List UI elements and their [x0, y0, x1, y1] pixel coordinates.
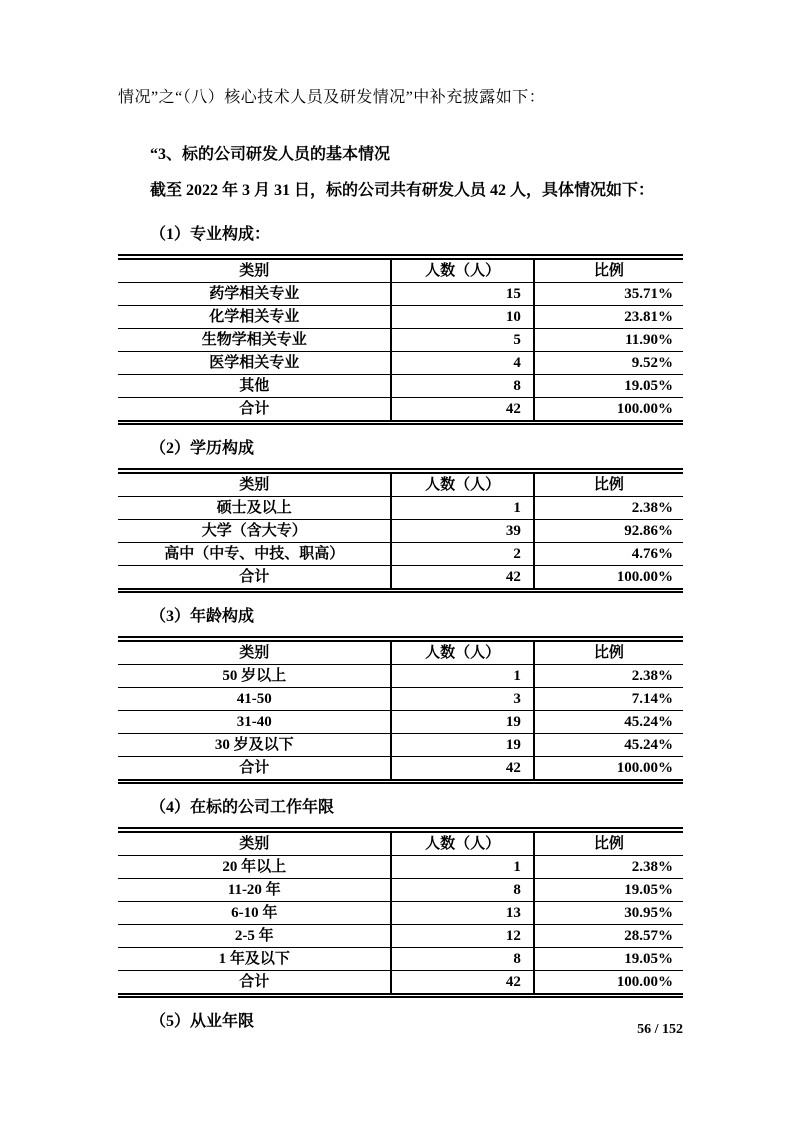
cell-category: 41-50: [118, 688, 391, 711]
cell-count: 13: [391, 902, 533, 925]
cell-count: 42: [391, 757, 533, 782]
table-caption: （3）年龄构成: [150, 608, 255, 625]
cell-category: 合计: [118, 398, 391, 423]
cell-ratio: 7.14%: [534, 688, 683, 711]
data-table: [118, 636, 683, 784]
data-table: [118, 827, 683, 998]
summary-paragraph: 截至 2022 年 3 月 31 日，标的公司共有研发人员 42 人，具体情况如下：: [150, 182, 655, 199]
cell-category: 11-20 年: [118, 879, 391, 902]
cell-count: 8: [391, 948, 533, 971]
cell-ratio: 11.90%: [534, 329, 683, 352]
table-row: [118, 879, 683, 902]
table-row: [118, 398, 683, 423]
page-content: [118, 88, 683, 1041]
table-row: [118, 543, 683, 566]
cell-count: 12: [391, 925, 533, 948]
tables-container: [118, 225, 683, 1032]
column-header: 人数（人）: [391, 639, 533, 665]
cell-category: 高中（中专、中技、职高）: [118, 543, 391, 566]
cell-category: 1 年及以下: [118, 948, 391, 971]
table-row: [118, 665, 683, 688]
cell-category: 合计: [118, 971, 391, 996]
table-row: [118, 971, 683, 996]
table-row: [118, 734, 683, 757]
section-heading: “3、标的公司研发人员的基本情况: [150, 146, 391, 163]
table-row: [118, 283, 683, 306]
cell-count: 15: [391, 283, 533, 306]
table-row: [118, 375, 683, 398]
cell-ratio: 92.86%: [534, 520, 683, 543]
cell-count: 8: [391, 879, 533, 902]
cell-count: 42: [391, 971, 533, 996]
cell-ratio: 100.00%: [616, 974, 673, 990]
table-row: [118, 352, 683, 375]
cell-ratio: 45.24%: [534, 711, 683, 734]
column-header: 人数（人）: [391, 257, 533, 283]
cell-category: 合计: [118, 566, 391, 591]
table-caption: （1）专业构成：: [150, 226, 271, 243]
table-row: [118, 711, 683, 734]
cell-count: 1: [391, 497, 533, 520]
cell-count: 39: [391, 520, 533, 543]
cell-count: 42: [391, 398, 533, 423]
cell-ratio: 19.05%: [534, 879, 683, 902]
cell-count: 3: [391, 688, 533, 711]
table-row: [118, 856, 683, 879]
column-header: 比例: [534, 257, 683, 283]
cell-category: 6-10 年: [118, 902, 391, 925]
cell-category: 2-5 年: [118, 925, 391, 948]
cell-count: 1: [391, 665, 533, 688]
header-row: [118, 257, 683, 283]
cell-ratio: 28.57%: [534, 925, 683, 948]
table-row: [118, 520, 683, 543]
table-row: [118, 566, 683, 591]
cell-ratio: 100.00%: [616, 760, 673, 776]
page-number: 56 / 152: [637, 1022, 683, 1037]
cell-category: 硕士及以上: [118, 497, 391, 520]
data-table: [118, 254, 683, 425]
header-row: [118, 830, 683, 856]
cell-ratio: 30.95%: [534, 902, 683, 925]
column-header: 人数（人）: [391, 830, 533, 856]
table-caption: （4）在标的公司工作年限: [150, 799, 335, 816]
cell-count: 5: [391, 329, 533, 352]
column-header: 类别: [118, 639, 391, 665]
cell-count: 42: [391, 566, 533, 591]
cell-category: 20 年以上: [118, 856, 391, 879]
cell-category: 大学（含大专）: [118, 520, 391, 543]
column-header: 比例: [534, 471, 683, 497]
column-header: 人数（人）: [391, 471, 533, 497]
table-row: [118, 688, 683, 711]
column-header: 类别: [118, 471, 391, 497]
cell-category: 其他: [118, 375, 391, 398]
cell-ratio: 23.81%: [534, 306, 683, 329]
table-row: [118, 329, 683, 352]
column-header: 比例: [534, 639, 683, 665]
cell-category: 31-40: [118, 711, 391, 734]
column-header: 比例: [534, 830, 683, 856]
cell-count: 4: [391, 352, 533, 375]
intro-text: 情况”之“（八）核心技术人员及研发情况”中补充披露如下：: [118, 89, 546, 106]
table-row: [118, 902, 683, 925]
cell-count: 2: [391, 543, 533, 566]
cell-ratio: 4.76%: [534, 543, 683, 566]
cell-count: 8: [391, 375, 533, 398]
cell-ratio: 100.00%: [616, 401, 673, 417]
header-row: [118, 471, 683, 497]
cell-category: 生物学相关专业: [118, 329, 391, 352]
cell-category: 30 岁及以下: [118, 734, 391, 757]
table-caption: （5）从业年限: [150, 1013, 255, 1030]
cell-count: 19: [391, 734, 533, 757]
table-caption: （2）学历构成: [150, 440, 255, 457]
cell-ratio: 35.71%: [534, 283, 683, 306]
header-row: [118, 639, 683, 665]
cell-ratio: 2.38%: [534, 665, 683, 688]
cell-ratio: 9.52%: [534, 352, 683, 375]
table-row: [118, 948, 683, 971]
cell-count: 10: [391, 306, 533, 329]
column-header: 类别: [118, 257, 391, 283]
cell-ratio: 19.05%: [534, 948, 683, 971]
cell-category: 医学相关专业: [118, 352, 391, 375]
cell-count: 1: [391, 856, 533, 879]
cell-ratio: 19.05%: [534, 375, 683, 398]
cell-ratio: 2.38%: [534, 856, 683, 879]
cell-count: 19: [391, 711, 533, 734]
data-table: [118, 468, 683, 593]
cell-category: 合计: [118, 757, 391, 782]
cell-ratio: 100.00%: [616, 569, 673, 585]
table-row: [118, 925, 683, 948]
cell-category: 药学相关专业: [118, 283, 391, 306]
cell-category: 50 岁以上: [118, 665, 391, 688]
cell-category: 化学相关专业: [118, 306, 391, 329]
cell-ratio: 2.38%: [534, 497, 683, 520]
column-header: 类别: [118, 830, 391, 856]
table-row: [118, 497, 683, 520]
cell-ratio: 45.24%: [534, 734, 683, 757]
table-row: [118, 757, 683, 782]
table-row: [118, 306, 683, 329]
